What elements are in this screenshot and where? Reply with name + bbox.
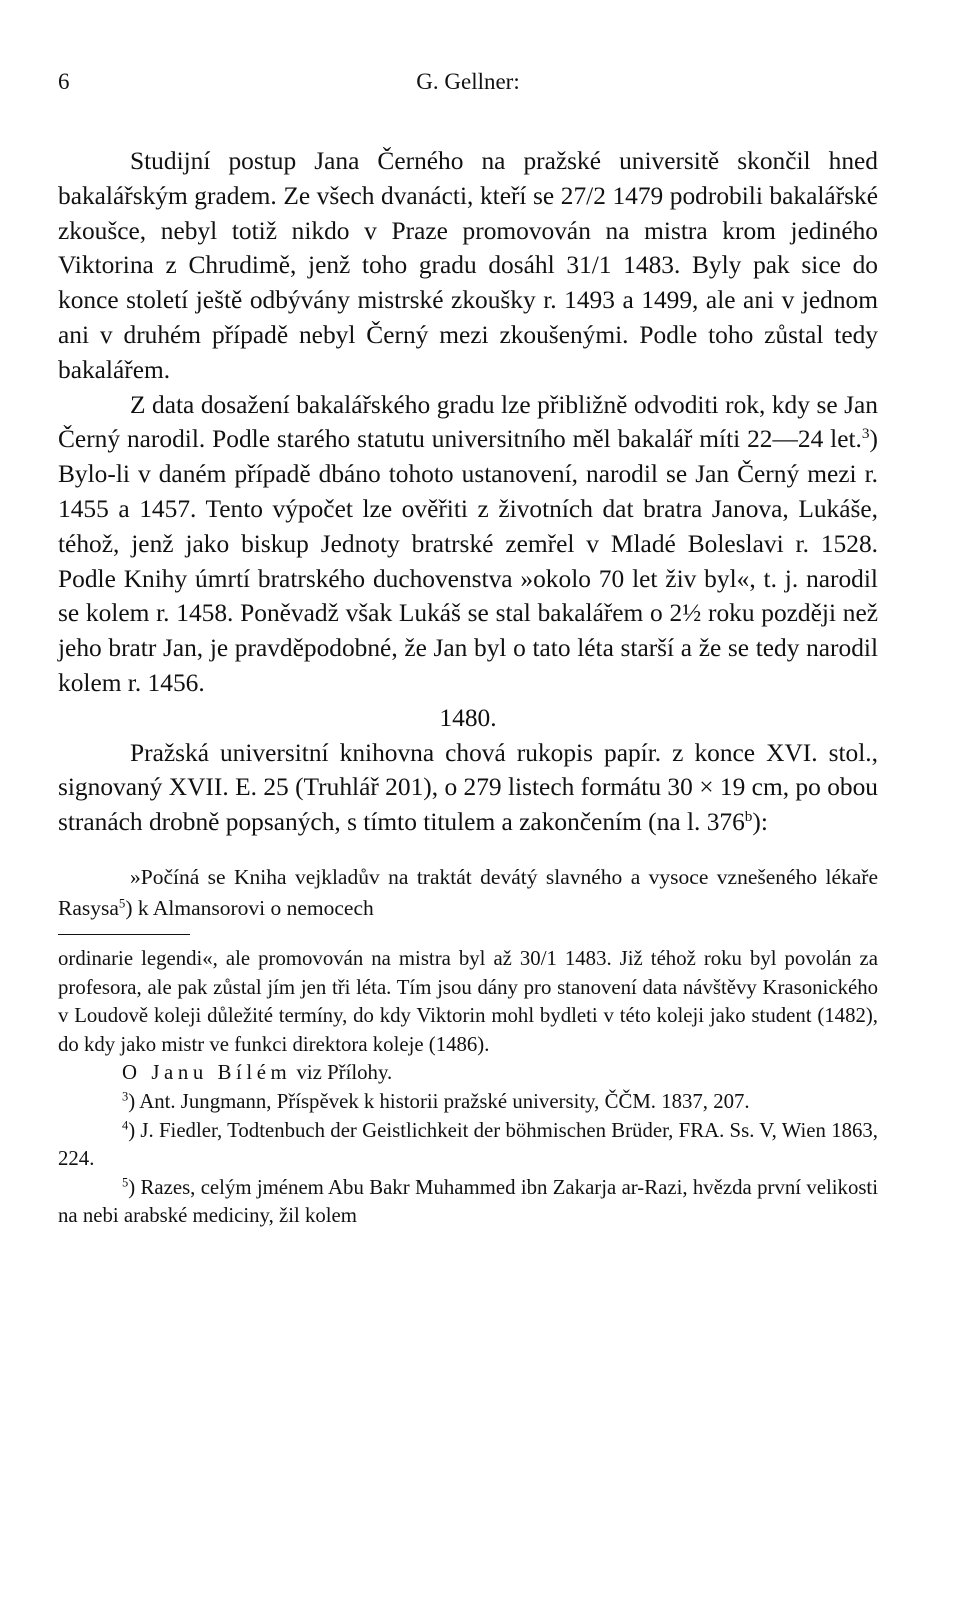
footnote-mark: 4	[122, 1118, 129, 1133]
main-text	[58, 144, 878, 924]
paragraph-study: Studijní postup Jana Černého na pražské universitě skončil hned bakalářským gradem. Ze všech dvanácti, kteří se 27/2 1479 podrobili bakalářské zkoušce, nebyl totiž nikdo v Praze promovován na mistra krom jediného Viktorina z Chrudimě, jenž toho gradu dosáhl 31/1 1483. Byly pak sice do konce století ještě odbývány mistrské zkoušky r. 1493 a 1499, ale ani v jednom ani v druhém případě nebyl Černý mezi zkoušenými. Podle toho zůstal tedy bakalářem.	[58, 147, 878, 384]
footnote-4	[58, 1117, 878, 1174]
paragraph-1480-text: Pražská universitní knihovna chová rukopis papír. z konce XVI. stol., signovaný XVII. E. 25 (Truhlář 201), o 279 listech formátu 30 × 19 cm, po obou stranách drobně popsaných, s tímto titulem a zakončením (na l. 376	[58, 738, 878, 837]
quote-start: »Počíná se Kniha vejkladův na traktát devátý slavného a vysoce vznešeného lékaře Rasysa	[58, 864, 878, 920]
paragraph-birth-start: Z data dosažení bakalářského gradu lze přibližně odvoditi rok, kdy se Jan Černý narodil. Podle starého statutu universitního měl bakalář míti 22—24 let.	[58, 390, 878, 454]
page-number: 6	[58, 69, 70, 94]
paragraph-birth	[58, 388, 878, 701]
quote-title	[58, 862, 878, 924]
running-title: G. Gellner:	[416, 69, 520, 94]
footnote-mark: 3	[122, 1089, 129, 1104]
footnote-divider	[58, 934, 190, 935]
footnotes	[58, 945, 878, 1231]
footnote-text: ) Ant. Jungmann, Příspěvek k historii pražské university, ČČM. 1837, 207.	[128, 1089, 750, 1113]
paragraph-1480-end: ):	[752, 808, 768, 837]
footnote-continuation: ordinarie legendi«, ale promovován na mistra byl až 30/1 1483. Již téhož roku byl povolán za profesora, ale pak zůstal jím jen tři léta. Tím jsou dány pro stanovení data návštěvy Krasonického v Loudově koleji důležité termíny, do kdy Viktorin mohl bydleti v této koleji jako student (1482), do kdy jako mistr ve funkci direktora koleje (1486).	[58, 946, 878, 1056]
footnote-mark: 5	[122, 1175, 129, 1190]
page	[58, 68, 878, 1231]
folio-sup: b	[744, 808, 753, 825]
running-header	[58, 68, 878, 96]
footnote-text: ) J. Fiedler, Todtenbuch der Geistlichkeit der böhmischen Brüder, FRA. Ss. V, Wien 1863, 224.	[58, 1118, 878, 1171]
footnote-ref-3: 3	[861, 425, 870, 443]
footnote-bilem-rest: viz Přílohy.	[291, 1061, 393, 1085]
footnote-ref-5: 5	[118, 896, 126, 911]
section-heading-1480: 1480.	[439, 703, 497, 732]
footnote-bilem-name: O Janu Bílém	[122, 1061, 292, 1085]
paragraph-1480	[58, 736, 878, 840]
paragraph-birth-rest: ) Bylo-li v daném případě dbáno tohoto ustanovení, narodil se Jan Černý mezi r. 1455 a 1457. Tento výpočet lze ověřiti z životních dat bratra Janova, Lukáše, téhož, jenž jako biskup Jednoty bratrské zemřel v Mladé Boleslavi r. 1528. Podle Knihy úmrtí bratrského duchovenstva »okolo 70 let živ byl«, t. j. narodil se kolem r. 1458. Poněvadž však Lukáš se stal bakalářem o 2½ roku později než jeho bratr Jan, je pravděpodobné, že Jan byl o tato léta starší a že se tedy narodil kolem r. 1456.	[58, 425, 878, 697]
footnote-5	[58, 1174, 878, 1231]
footnote-3	[58, 1088, 878, 1117]
footnote-text: ) Razes, celým jménem Abu Bakr Muhammed ibn Zakarja ar-Razi, hvězda první velikosti na nebi arabské mediciny, žil kolem	[58, 1175, 878, 1228]
quote-end: ) k Almansorovi o nemocech	[125, 895, 374, 920]
footnote-bilem	[58, 1059, 878, 1088]
